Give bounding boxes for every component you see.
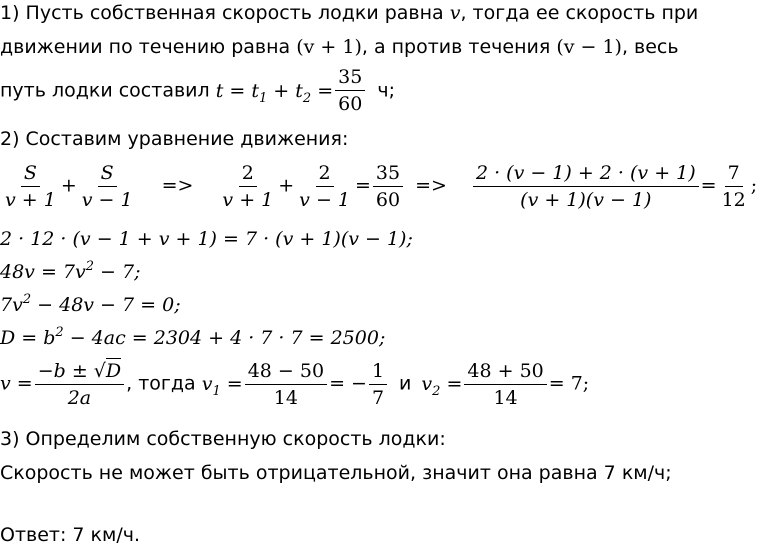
and-text: и	[399, 372, 412, 395]
fraction-35-60: $\frac{35}{60}$	[335, 66, 365, 115]
fraction-2-v-plus-1: $\frac{2}{v + 1}$	[222, 162, 274, 211]
implies-arrow-2: =>	[415, 174, 447, 197]
line-2	[0, 36, 679, 58]
equation-2: 2 · 12 · (v − 1 + v + 1) = 7 · (v + 1)(v − 1);	[0, 228, 413, 250]
line-1-text-end: , тогда ее скорость при	[460, 2, 699, 24]
implies-arrow-1: =>	[161, 174, 194, 197]
hours-unit: ч;	[377, 79, 395, 102]
fraction-s-v-plus-1: $\frac{S}{v + 1}$	[5, 162, 56, 211]
conclusion-text: Скорость не может быть отрицательной, значит она равна 7 км/ч;	[0, 462, 672, 484]
t-expression: $t = t_1 + t_2$ =	[215, 79, 334, 106]
line-2-text: движении по течению равна	[0, 36, 297, 58]
fraction-7-12: $\frac{7}{12}$	[721, 162, 746, 211]
equation-5: $D = b^2 - 4ac = 2304 + 4 \cdot 7 \cdot 7 = 2500$;	[0, 325, 386, 349]
then-text: , тогда	[126, 372, 202, 395]
equation-3: $48v = 7v^2 - 7$;	[0, 259, 141, 283]
equation-6: v = $\frac{-b \pm √D}{2a}$ , тогда $v_1$ = $\frac{48 - 50}{14}$ = − $\frac{1}{7}$ и $v_2$ = $\frac{48 + 50}{14}$ = 7;	[0, 360, 590, 409]
fraction-1-7: $\frac{1}{7}$	[369, 360, 387, 409]
expr-v-minus-1: (v − 1)	[556, 36, 622, 58]
line-2-text-end: , весь	[621, 36, 679, 58]
fraction-2-v-minus-1: $\frac{2}{v - 1}$	[299, 162, 350, 211]
line-2-text-mid: , а против течения	[361, 36, 557, 58]
v2-label: $v_2$ =	[421, 372, 463, 399]
expr-v-plus-1: (v + 1)	[296, 36, 362, 58]
fraction-s-v-minus-1: $\frac{S}{v - 1}$	[81, 162, 133, 211]
answer-text: Ответ: 7 км/ч.	[0, 524, 141, 546]
line-1-text: 1) Пусть собственная скорость лодки равна	[0, 2, 450, 24]
equation-4: $7v^2 - 48v - 7 = 0$;	[0, 292, 181, 316]
fraction-48-minus-50: $\frac{48 - 50}{14}$	[245, 360, 327, 409]
fraction-combined: $\frac{2 \cdot (v - 1) + 2 \cdot (v + 1)}{(v + 1)(v - 1)}$	[473, 162, 699, 211]
step-2-heading: 2) Составим уравнение движения:	[0, 128, 349, 150]
v1-label: $v_1$ =	[201, 372, 243, 399]
fraction-35-60-eq: $\frac{35}{60}$	[373, 162, 403, 211]
line-3	[0, 66, 395, 115]
equation-1: $\frac{S}{v + 1}$ + $\frac{S}{v - 1}$ => $\frac{2}{v + 1}$ + $\frac{2}{v - 1}$ = $\frac{35}{60}$ => $\frac{2 \cdot (v - 1) + 2 \cdot (v + 1)}{(v + 1)(v - 1)}$ = $\frac{7}{12}$ ;	[0, 162, 757, 211]
line-3-text: путь лодки составил	[0, 79, 216, 102]
fraction-48-plus-50: $\frac{48 + 50}{14}$	[464, 360, 546, 409]
fraction-quadratic-formula: $\frac{-b \pm √D}{2a}$	[35, 360, 124, 409]
var-v: v	[449, 2, 461, 24]
step-3-heading: 3) Определим собственную скорость лодки:	[0, 428, 446, 450]
line-1	[0, 2, 698, 24]
